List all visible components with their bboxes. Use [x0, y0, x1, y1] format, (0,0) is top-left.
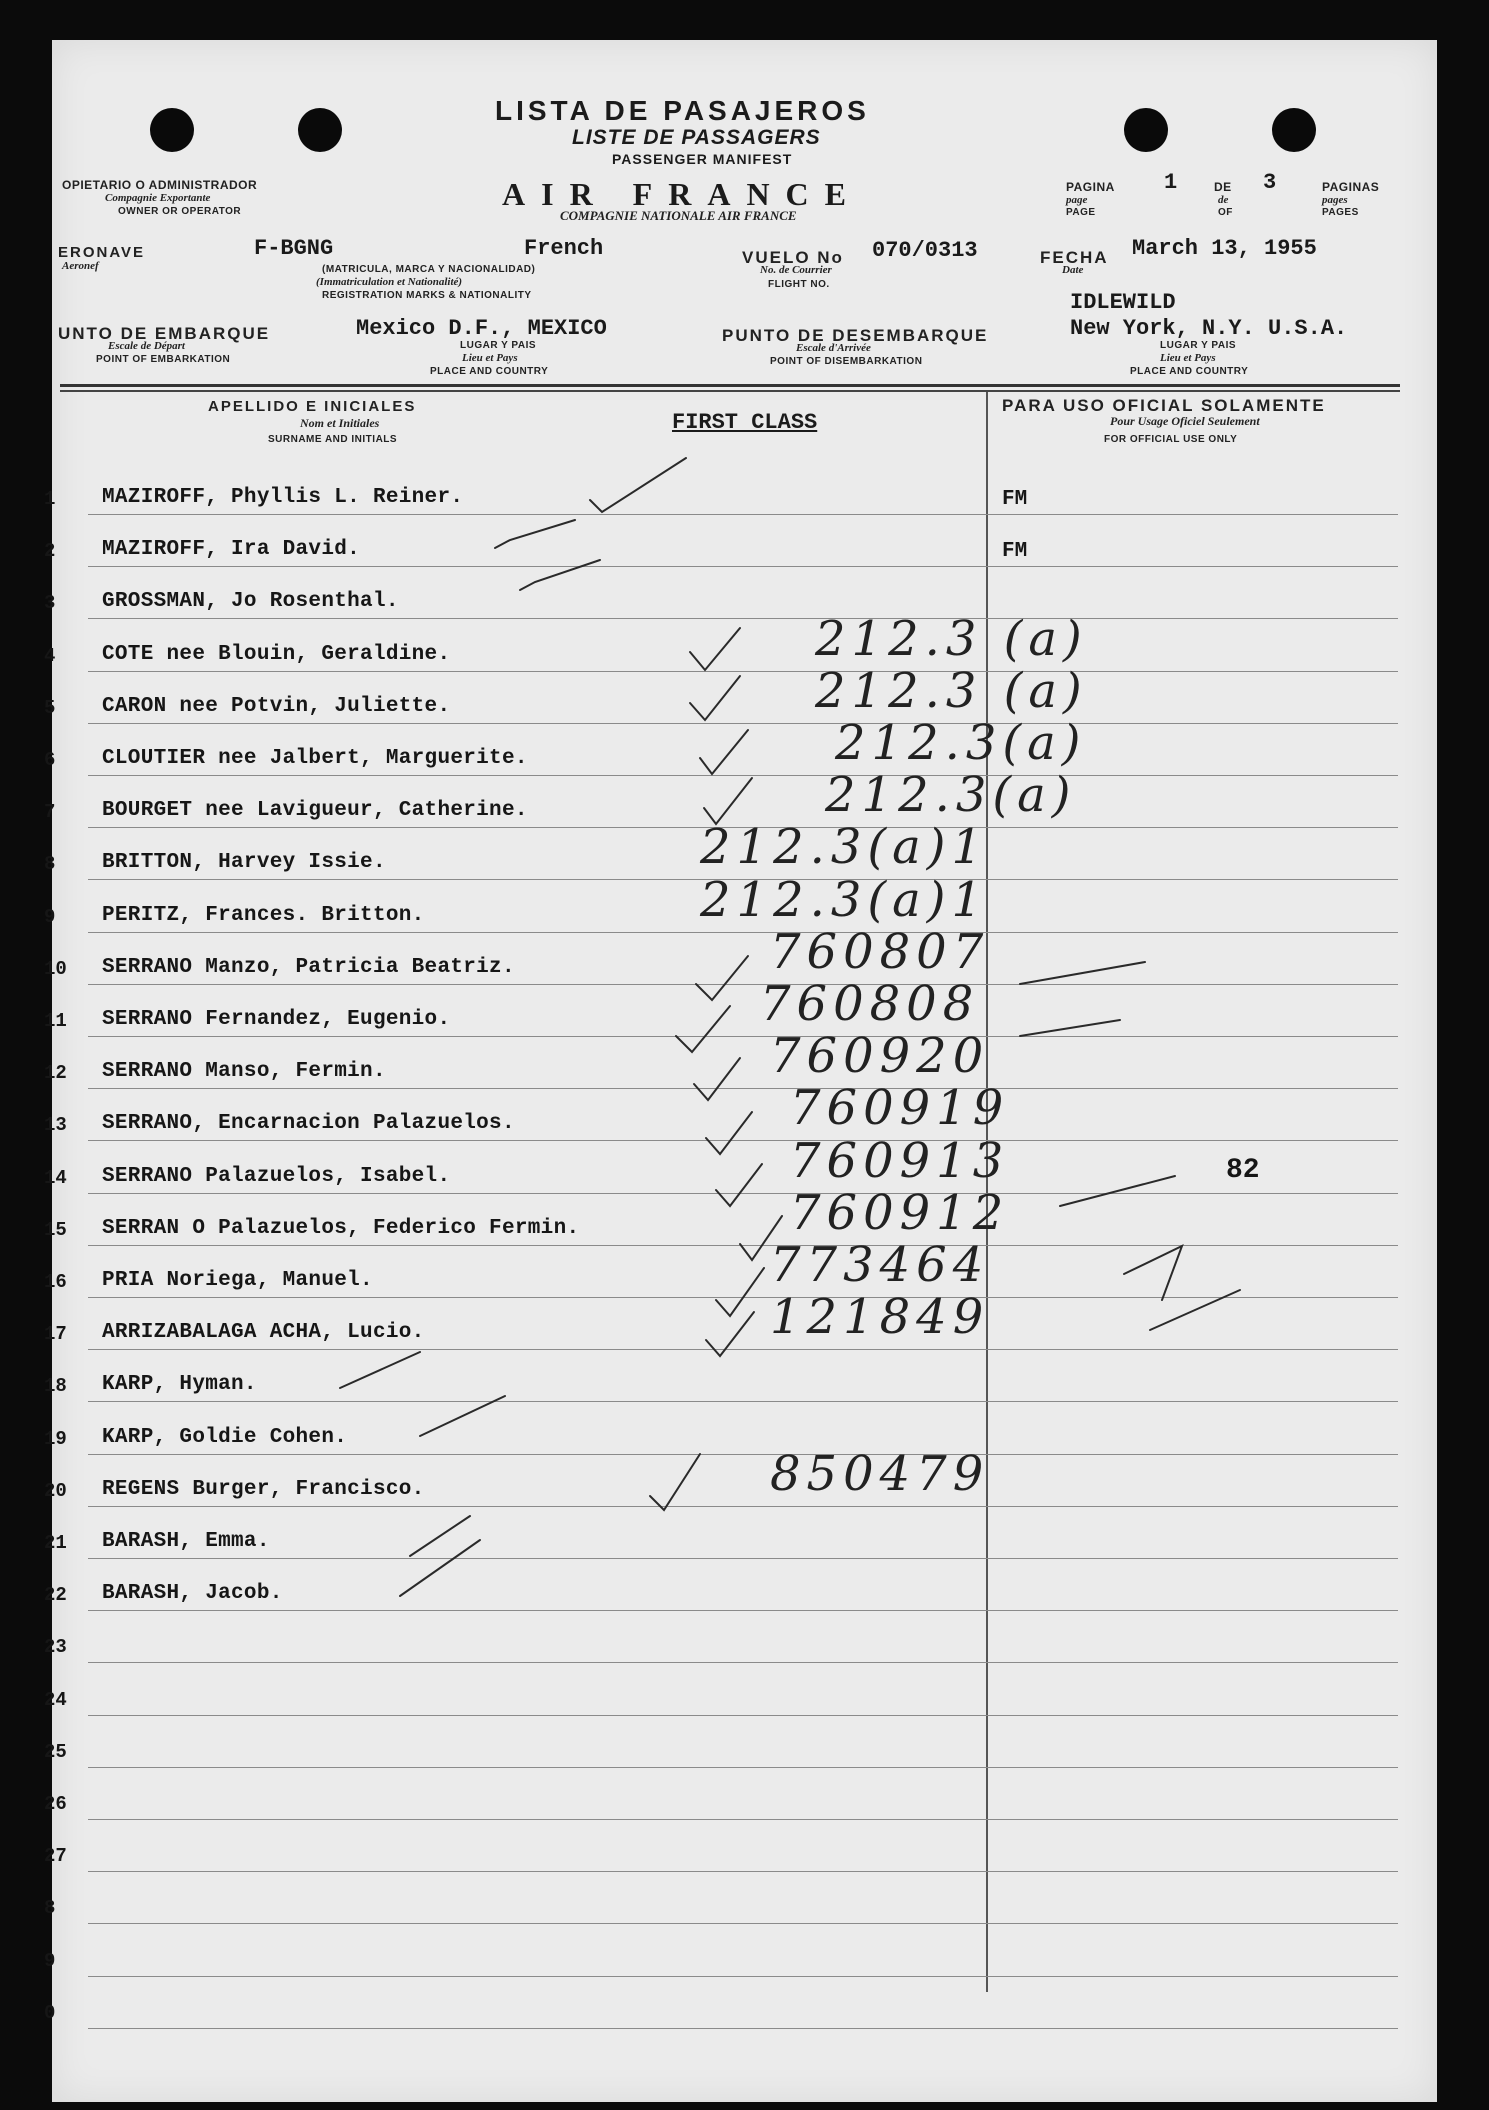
- flight-label-en: FLIGHT NO.: [768, 279, 830, 290]
- aircraft-note-es: (MATRICULA, MARCA Y NACIONALIDAD): [322, 264, 536, 275]
- embark-place-en: PLACE AND COUNTRY: [430, 366, 549, 377]
- passenger-name: PERITZ, Frances. Britton.: [102, 904, 425, 927]
- handwritten-code: 760919: [790, 1080, 1010, 1136]
- passenger-name: BARASH, Emma.: [102, 1530, 270, 1553]
- of-label-en: OF: [1218, 207, 1233, 218]
- row-number: 13: [44, 1114, 67, 1136]
- passenger-name: SERRANO Palazuelos, Isabel.: [102, 1165, 451, 1188]
- official-mark: 82: [1226, 1155, 1260, 1186]
- owner-label-es: OPIETARIO O ADMINISTRADOR: [62, 178, 258, 192]
- handwritten-code: 212.3(a)1: [700, 872, 989, 928]
- row-number: 9: [44, 906, 56, 928]
- handwritten-code: 212.3(a): [825, 767, 1077, 823]
- row-number: 2: [44, 540, 56, 562]
- page-total: 3: [1263, 170, 1277, 195]
- page-label-en: PAGE: [1066, 207, 1096, 218]
- row-number: 24: [44, 1689, 67, 1711]
- passenger-name: BRITTON, Harvey Issie.: [102, 851, 386, 874]
- disembark-place-en: PLACE AND COUNTRY: [1130, 366, 1249, 377]
- passenger-name: KARP, Hyman.: [102, 1373, 257, 1396]
- handwritten-code: 212.3 (a): [815, 663, 1088, 719]
- row-number: 0: [44, 2002, 56, 2024]
- disembark-value: New York, N.Y. U.S.A.: [1070, 316, 1348, 341]
- row-number: 21: [44, 1532, 67, 1554]
- passenger-name: PRIA Noriega, Manuel.: [102, 1269, 373, 1292]
- passenger-name: BOURGET nee Lavigueur, Catherine.: [102, 799, 528, 822]
- row-number: 5: [44, 697, 56, 719]
- row-number: 19: [44, 1428, 67, 1450]
- title-es: LISTA DE PASAJEROS: [495, 95, 870, 126]
- handwritten-code: 850479: [770, 1446, 990, 1502]
- disembark-airport: IDLEWILD: [1070, 290, 1176, 315]
- row-number: 10: [44, 958, 67, 980]
- flight-date: March 13, 1955: [1132, 236, 1317, 261]
- official-mark: FM: [1002, 488, 1028, 511]
- airline-name: AIR FRANCE: [502, 176, 862, 212]
- page-label-fr: page: [1066, 194, 1088, 206]
- col-official-es: PARA USO OFICIAL SOLAMENTE: [1002, 396, 1326, 415]
- disembark-label: PUNTO DE DESEMBARQUE: [722, 326, 989, 345]
- passenger-name: CLOUTIER nee Jalbert, Marguerite.: [102, 747, 528, 770]
- col-surname-fr: Nom et Initiales: [300, 416, 380, 430]
- aircraft-label-fr: Aeronef: [62, 260, 99, 272]
- handwritten-code: 760912: [790, 1185, 1010, 1241]
- row-number: 8: [44, 1897, 56, 1919]
- passenger-name: SERRAN O Palazuelos, Federico Fermin.: [102, 1217, 580, 1240]
- passenger-name: COTE nee Blouin, Geraldine.: [102, 643, 451, 666]
- handwritten-code: 773464: [770, 1237, 990, 1293]
- row-number: 8: [44, 853, 56, 875]
- pages-label-fr: pages: [1322, 194, 1348, 206]
- col-official-en: FOR OFFICIAL USE ONLY: [1104, 434, 1238, 445]
- aircraft-note-en: REGISTRATION MARKS & NATIONALITY: [322, 290, 532, 301]
- col-official-fr: Pour Usage Oficiel Seulement: [1110, 414, 1260, 428]
- date-label-fr: Date: [1062, 264, 1084, 276]
- row-number: 18: [44, 1375, 67, 1397]
- date-label: FECHA: [1040, 248, 1109, 267]
- disembark-place-es: LUGAR Y PAIS: [1160, 340, 1237, 351]
- passenger-name: SERRANO Manso, Fermin.: [102, 1060, 386, 1083]
- passenger-name: SERRANO Manzo, Patricia Beatriz.: [102, 956, 515, 979]
- title-fr: LISTE DE PASSAGERS: [572, 126, 821, 149]
- pages-label-en: PAGES: [1322, 207, 1359, 218]
- page-number: 1: [1164, 170, 1178, 195]
- row-number: 1: [44, 488, 56, 510]
- handwritten-code: 760807: [770, 924, 990, 980]
- handwritten-code: 212.3(a)1: [700, 819, 989, 875]
- row-number: 25: [44, 1741, 67, 1763]
- page-label: PAGINA: [1066, 180, 1115, 194]
- row-number: 3: [44, 592, 56, 614]
- owner-label-en: OWNER OR OPERATOR: [118, 206, 242, 217]
- row-number: 12: [44, 1062, 67, 1084]
- handwritten-code: 212.3(a): [835, 715, 1087, 771]
- class-heading: FIRST CLASS: [672, 410, 818, 435]
- of-label: DE: [1214, 180, 1232, 194]
- embark-label: UNTO DE EMBARQUE: [58, 324, 271, 343]
- disembark-place-fr: Lieu et Pays: [1160, 352, 1216, 364]
- disembark-label-fr: Escale d'Arrivée: [796, 342, 871, 354]
- embark-value: Mexico D.F., MEXICO: [356, 316, 607, 341]
- embark-place-es: LUGAR Y PAIS: [460, 340, 537, 351]
- of-label-fr: de: [1218, 194, 1229, 206]
- passenger-name: MAZIROFF, Ira David.: [102, 538, 361, 561]
- row-number: 16: [44, 1271, 67, 1293]
- aircraft-note-fr: (Immatriculation et Nationalité): [316, 276, 463, 288]
- handwritten-code: 121849: [770, 1289, 990, 1345]
- passenger-name: SERRANO, Encarnacion Palazuelos.: [102, 1112, 515, 1135]
- row-number: 22: [44, 1584, 67, 1606]
- passenger-name: GROSSMAN, Jo Rosenthal.: [102, 590, 399, 613]
- row-number: 20: [44, 1480, 67, 1502]
- flight-number: 070/0313: [872, 238, 978, 263]
- passenger-name: KARP, Goldie Cohen.: [102, 1426, 348, 1449]
- row-number: 17: [44, 1323, 67, 1345]
- row-number: 11: [44, 1010, 67, 1032]
- row-number: 9: [44, 1950, 56, 1972]
- passenger-name: REGENS Burger, Francisco.: [102, 1478, 425, 1501]
- flight-label-fr: No. de Courrier: [760, 264, 832, 276]
- aircraft-label: ERONAVE: [58, 244, 146, 261]
- aircraft-nationality: French: [524, 236, 604, 261]
- row-number: 14: [44, 1167, 67, 1189]
- aircraft-registration: F-BGNG: [254, 236, 334, 261]
- embark-place-fr: Lieu et Pays: [462, 352, 518, 364]
- row-number: 4: [44, 645, 56, 667]
- passenger-name: CARON nee Potvin, Juliette.: [102, 695, 451, 718]
- passenger-name: MAZIROFF, Phyllis L. Reiner.: [102, 486, 464, 509]
- passenger-name: ARRIZABALAGA ACHA, Lucio.: [102, 1321, 425, 1344]
- handwritten-code: 760808: [760, 976, 980, 1032]
- pages-label: PAGINAS: [1322, 180, 1380, 194]
- row-number: 27: [44, 1845, 67, 1867]
- disembark-label-en: POINT OF DISEMBARKATION: [770, 356, 923, 367]
- airline-sub: COMPAGNIE NATIONALE AIR FRANCE: [560, 208, 797, 223]
- embark-label-fr: Escale de Départ: [108, 340, 185, 352]
- row-number: 26: [44, 1793, 67, 1815]
- official-mark: FM: [1002, 540, 1028, 563]
- title-en: PASSENGER MANIFEST: [612, 151, 793, 167]
- flight-label: VUELO No: [742, 248, 844, 267]
- handwritten-code: 760913: [790, 1133, 1010, 1189]
- passenger-name: SERRANO Fernandez, Eugenio.: [102, 1008, 451, 1031]
- handwritten-code: 760920: [770, 1028, 990, 1084]
- handwritten-code: 212.3 (a): [815, 611, 1088, 667]
- passenger-name: BARASH, Jacob.: [102, 1582, 283, 1605]
- row-number: 7: [44, 801, 56, 823]
- col-surname-en: SURNAME AND INITIALS: [268, 434, 398, 445]
- row-number: 23: [44, 1636, 67, 1658]
- owner-label-fr: Compagnie Exportante: [105, 192, 211, 204]
- row-number: 15: [44, 1219, 67, 1241]
- col-surname-es: APELLIDO E INICIALES: [208, 398, 417, 415]
- embark-label-en: POINT OF EMBARKATION: [96, 354, 231, 365]
- row-number: 6: [44, 749, 56, 771]
